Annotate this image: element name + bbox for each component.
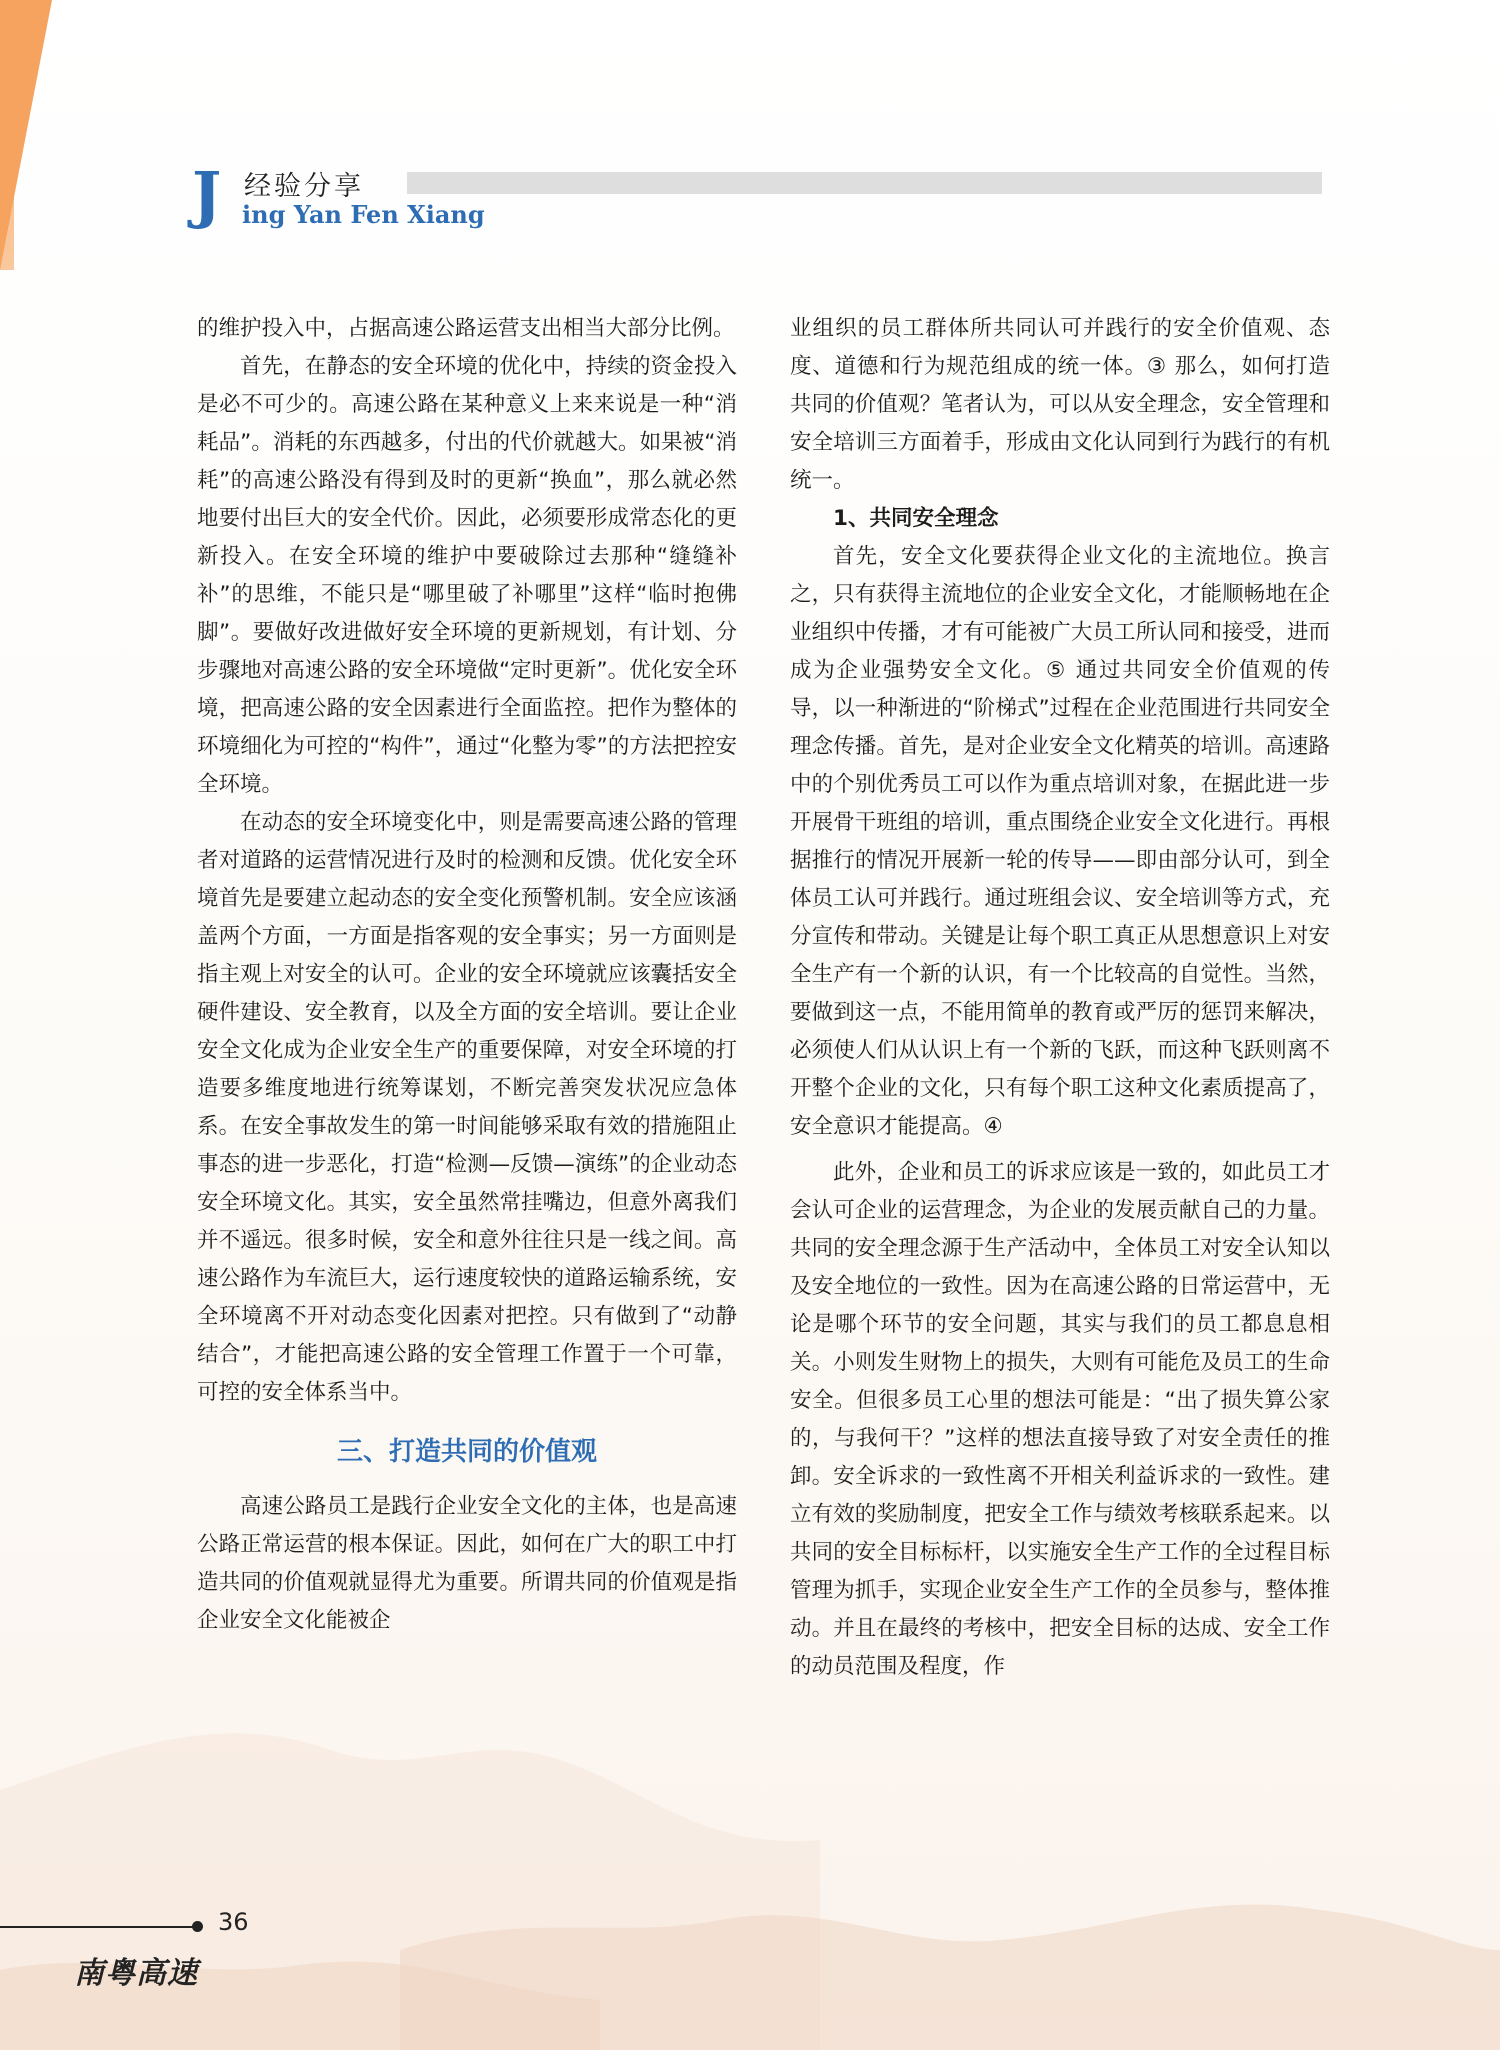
header-title: 经验分享 [244, 171, 364, 202]
paragraph: 业组织的员工群体所共同认可并践行的安全价值观、态度、道德和行为规范组成的统一体。③ 那么，如何打造共同的价值观？笔者认为，可以从安全理念，安全管理和安全培训三方面着手，形成由文化认同到行为践行的有机统一。 [790, 316, 1330, 493]
section-heading: 三、打造共同的价值观 [336, 1437, 597, 1467]
paragraph: 高速公路员工是践行企业安全文化的主体，也是高速公路正常运营的根本保证。因此，如何在广大的职工中打造共同的价值观就显得尤为重要。所谓共同的价值观是指企业安全文化能被企 [197, 1494, 737, 1633]
paragraph: 首先，在静态的安全环境的优化中，持续的资金投入是必不可少的。高速公路在某种意义上来来说是一种“消耗品”。消耗的东西越多，付出的代价就越大。如果被“消耗”的高速公路没有得到及时的更新“换血”，那么就必然地要付出巨大的安全代价。因此，必须要形成常态化的更新投入。在安全环境的维护中要破除过去那种“缝缝补补”的思维，不能只是“哪里破了补哪里”这样“临时抱佛脚”。要做好改进做好安全环境的更新规划，有计划、分步骤地对高速公路的安全环境做“定时更新”。优化安全环境，把高速公路的安全因素进行全面监控。把作为整体的环境细化为可控的“构件”，通过“化整为零”的方法把控安全环境。 [197, 354, 737, 797]
header-bar [407, 172, 1322, 194]
left-column [197, 310, 737, 1640]
header-pinyin: ing Yan Fen Xiang [242, 200, 485, 229]
paragraph: 此外，企业和员工的诉求应该是一致的，如此员工才会认可企业的运营理念，为企业的发展贡献自己的力量。共同的安全理念源于生产活动中，全体员工对安全认知以及安全地位的一致性。因为在高速公路的日常运营中，无论是哪个环节的安全问题，其实与我们的员工都息息相关。小则发生财物上的损失，大则有可能危及员工的生命安全。但很多员工心里的想法可能是：“出了损失算公家的，与我何干？”这样的想法直接导致了对安全责任的推卸。安全诉求的一致性离不开相关利益诉求的一致性。建立有效的奖励制度，把安全工作与绩效考核联系起来。以共同的安全目标标杆，以实施安全生产工作的全过程目标管理为抓手，实现企业安全生产工作的全员参与，整体推动。并且在最终的考核中，把安全目标的达成、安全工作的动员范围及程度，作 [790, 1160, 1330, 1679]
subheading: 1、共同安全理念 [833, 506, 999, 531]
magazine-logo: 南粤高速 [74, 1956, 198, 1991]
section-header [192, 160, 1322, 240]
paragraph: 在动态的安全环境变化中，则是需要高速公路的管理者对道路的运营情况进行及时的检测和反馈。优化安全环境首先是要建立起动态的安全变化预警机制。安全应该涵盖两个方面，一方面是指客观的安全事实；另一方面则是指主观上对安全的认可。企业的安全环境就应该囊括安全硬件建设、安全教育，以及全方面的安全培训。要让企业安全文化成为企业安全生产的重要保障，对安全环境的打造要多维度地进行统筹谋划，不断完善突发状况应急体系。在安全事故发生的第一时间能够采取有效的措施阻止事态的进一步恶化，打造“检测—反馈—演练”的企业动态安全环境文化。其实，安全虽然常挂嘴边，但意外离我们并不遥远。很多时候，安全和意外往往只是一线之间。高速公路作为车流巨大，运行速度较快的道路运输系统，安全环境离不开对动态变化因素对把控。只有做到了“动静结合”，才能把高速公路的安全管理工作置于一个可靠，可控的安全体系当中。 [197, 810, 737, 1405]
corner-stripe [0, 0, 52, 270]
paragraph: 的维护投入中，占据高速公路运营支出相当大部分比例。 [197, 316, 735, 341]
paragraph: 首先，安全文化要获得企业文化的主流地位。换言之，只有获得主流地位的企业安全文化，才能顺畅地在企业组织中传播，才有可能被广大员工所认同和接受，进而成为企业强势安全文化。⑤ 通过共同安全价值观的传导，以一种渐进的“阶梯式”过程在企业范围进行共同安全理念传播。首先，是对企业安全文化精英的培训。高速路中的个别优秀员工可以作为重点培训对象，在据此进一步开展骨干班组的培训，重点围绕企业安全文化进行。再根据推行的情况开展新一轮的传导——即由部分认可，到全体员工认可并践行。通过班组会议、安全培训等方式，充分宣传和带动。关键是让每个职工真正从思想意识上对安全生产有一个新的认识，有一个比较高的自觉性。当然，要做到这一点，不能用简单的教育或严厉的惩罚来解决，必须使人们从认识上有一个新的飞跃，而这种飞跃则离不开整个企业的文化，只有每个职工这种文化素质提高了，安全意识才能提高。④ [790, 544, 1330, 1139]
footer-rule [0, 1926, 198, 1928]
right-column [790, 310, 1330, 1686]
header-initial: J [192, 158, 222, 231]
footer-dot [192, 1921, 203, 1932]
page-number: 36 [218, 1908, 249, 1936]
